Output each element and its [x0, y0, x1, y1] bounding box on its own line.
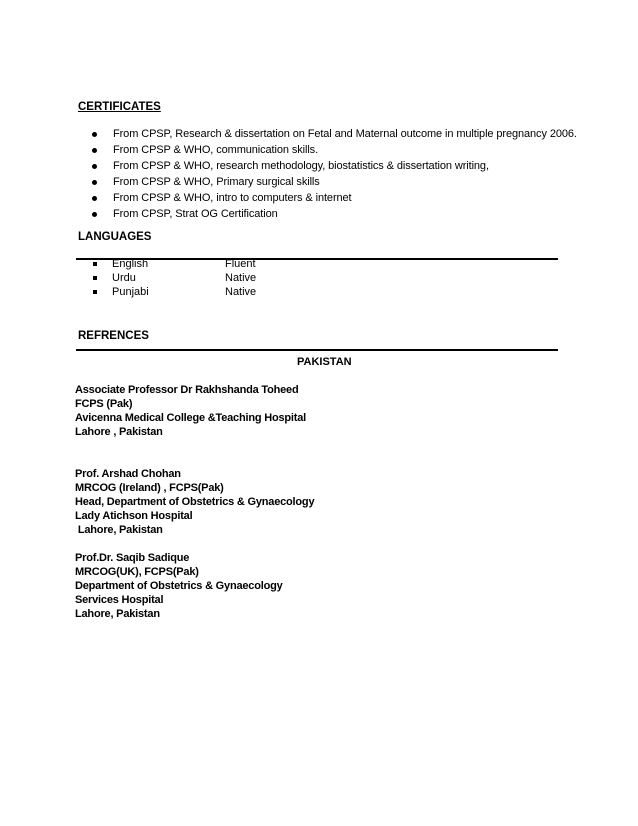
list-item: [92, 158, 577, 174]
certificates-list: [92, 126, 577, 222]
languages-heading: LANGUAGES: [78, 231, 152, 243]
list-item: [93, 285, 257, 299]
language-name: Punjabi: [112, 286, 149, 298]
languages-list: [93, 257, 257, 299]
bullet-icon: [92, 212, 97, 217]
bullet-icon: [92, 148, 97, 153]
language-level: Native: [225, 286, 257, 298]
bullet-icon: [92, 164, 97, 169]
square-bullet-icon: [93, 262, 97, 266]
list-item: [92, 206, 577, 222]
certificate-text: From CPSP & WHO, communication skills.: [113, 144, 319, 156]
certificate-text: From CPSP & WHO, research methodology, biostatistics & dissertation writing,: [113, 160, 489, 172]
reference-name: Associate Professor Dr Rakhshanda Toheed: [75, 384, 299, 396]
list-item: [93, 257, 256, 271]
reference-line: Lady Atichson Hospital: [75, 510, 193, 522]
reference-line: Lahore, Pakistan: [75, 608, 160, 620]
references-heading: REFRENCES: [78, 330, 149, 342]
certificate-text: From CPSP & WHO, intro to computers & internet: [113, 192, 352, 204]
certificate-text: From CPSP & WHO, Primary surgical skills: [113, 176, 320, 188]
bullet-icon: [92, 196, 97, 201]
reference-line: FCPS (Pak): [75, 398, 133, 410]
country-label: PAKISTAN: [297, 356, 352, 368]
reference-line: Lahore , Pakistan: [75, 426, 163, 438]
square-bullet-icon: [93, 276, 97, 280]
language-level: Native: [225, 272, 257, 284]
square-bullet-icon: [93, 290, 97, 294]
reference-line: MRCOG(UK), FCPS(Pak): [75, 566, 199, 578]
bullet-icon: [92, 180, 97, 185]
reference-entry: [75, 383, 306, 439]
certificate-text: From CPSP, Research & dissertation on Fetal and Maternal outcome in multiple pregnancy 2006.: [113, 128, 577, 140]
reference-name: Prof.Dr. Saqib Sadique: [75, 552, 190, 564]
certificate-text: From CPSP, Strat OG Certification: [113, 208, 278, 220]
list-item: [92, 142, 577, 158]
reference-line: MRCOG (Ireland) , FCPS(Pak): [75, 482, 224, 494]
reference-line: Services Hospital: [75, 594, 164, 606]
reference-entry: [75, 551, 283, 621]
language-name: English: [112, 258, 149, 270]
reference-line: Avicenna Medical College &Teaching Hospital: [75, 412, 307, 424]
language-level: Fluent: [225, 258, 256, 270]
reference-line: Department of Obstetrics & Gynaecology: [75, 580, 283, 592]
language-name: Urdu: [112, 272, 136, 284]
list-item: [92, 126, 577, 142]
reference-line: Head, Department of Obstetrics & Gynaecology: [75, 496, 315, 508]
list-item: [92, 190, 577, 206]
list-item: [93, 271, 257, 285]
section-divider: [76, 349, 558, 351]
certificates-heading: CERTIFICATES: [78, 101, 161, 113]
list-item: [92, 174, 577, 190]
reference-name: Prof. Arshad Chohan: [75, 468, 181, 480]
reference-line: Lahore, Pakistan: [75, 524, 163, 536]
bullet-icon: [92, 132, 97, 137]
reference-entry: [75, 467, 314, 537]
